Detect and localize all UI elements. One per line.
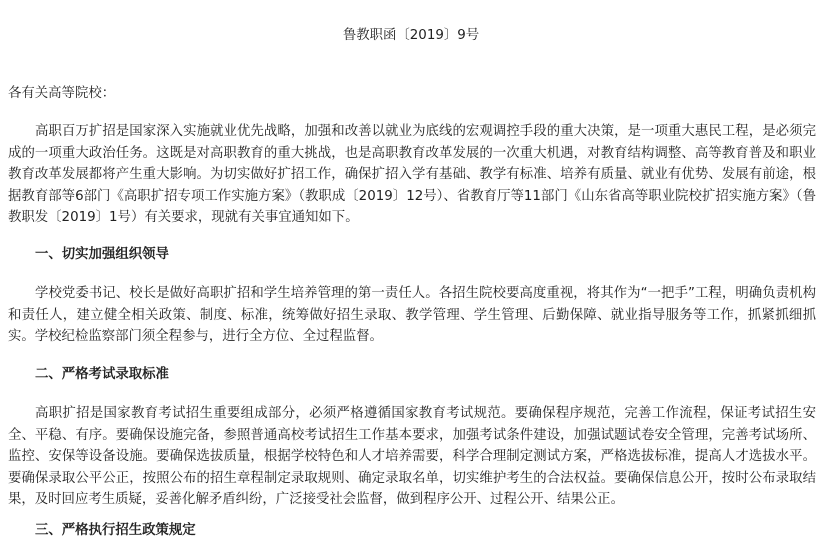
document-number: 鲁教职函〔2019〕9号 <box>342 28 480 43</box>
section-heading: 二、严格考试录取标准 <box>35 367 169 382</box>
section-paragraph: 学校党委书记、校长是做好高职扩招和学生培养管理的第一责任人。各招生院校要高度重视，将其作为“一把手”工程，明确负责机构和责任人，建立健全相关政策、制度、标准，统筹做好招生录取、教学管理、学生管理、后勤保障、就业指导服务等工作，抓紧抓细抓实。学校纪检监察部门须全程参与，进行全方位、全过程监督。 <box>8 286 816 344</box>
section-heading: 一、切实加强组织领导 <box>35 247 169 262</box>
section-heading: 三、严格执行招生政策规定 <box>35 523 196 538</box>
salutation: 各有关高等院校： <box>8 86 116 101</box>
section-paragraph: 高职扩招是国家教育考试招生重要组成部分，必须严格遵循国家教育考试规范。要确保程序规范，完善工作流程，保证考试招生安全、平稳、有序。要确保设施完备，参照普通高校考试招生工作基本要求，加强考试条件建设，加强试题试卷安全管理，完善考试场所、监控、安保等设备设施。要确保选拔质量，根据学校特色和人才培养需要，科学合理制定测试方案，严格选拔标准，提高人才选拔水平。要确保录取公平公正，按照公布的招生章程制定录取规则、确定录取名单，切实维护考生的合法权益。要确保信息公开，按时公布录取结果，及时回应考生质疑，妥善化解矛盾纠纷，广泛接受社会监督，做到程序公开、过程公开、结果公正。 <box>8 406 816 507</box>
intro-paragraph: 高职百万扩招是国家深入实施就业优先战略，加强和改善以就业为底线的宏观调控手段的重大决策，是一项重大惠民工程，是必须完成的一项重大政治任务。这既是对高职教育的重大挑战，也是高职教育改革发展的一次重大机遇，对教育结构调整、高等教育普及和职业教育改革发展都将产生重大影响。为切实做好扩招工作，确保扩招入学有基础、教学有标准、培养有质量、就业有优势、发展有前途，根据教育部等6部门《高职扩招专项工作实施方案》（教职成〔2019〕12号）、省教育厅等11部门《山东省高等职业院校扩招实施方案》（鲁教职发〔2019〕1号）有关要求，现就有关事宜通知如下。 <box>8 124 816 225</box>
